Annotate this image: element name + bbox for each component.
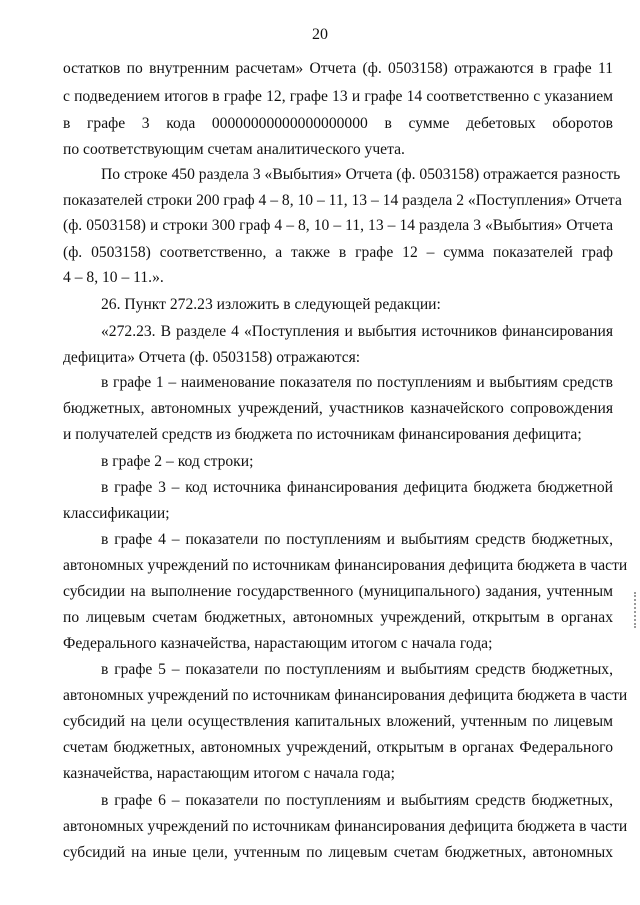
text-line: по соответствующим счетам аналитического учета. <box>63 141 405 158</box>
text-line: 26. Пункт 272.23 изложить в следующей редакции: <box>101 296 441 313</box>
text-line: «272.23. В разделе 4 «Поступления и выбытия источников финансирования <box>101 323 613 340</box>
text-line: бюджетных, автономных учреждений, участников казначейского сопровождения <box>63 400 613 417</box>
text-line: (ф. 0503158) соответственно, а также в графе 12 – сумма показателей граф <box>63 244 613 261</box>
page-number: 20 <box>312 26 328 43</box>
text-line: По строке 450 раздела 3 «Выбытия» Отчета (ф. 0503158) отражается разность <box>101 166 621 183</box>
text-line: и получателей средств из бюджета по источникам финансирования дефицита; <box>63 426 582 443</box>
text-line: субсидий на иные цели, учтенным по лицевым счетам бюджетных, автономных <box>63 844 613 861</box>
text-line: в графе 3 кода 00000000000000000000 в сумме дебетовых оборотов <box>63 115 613 132</box>
text-line: 4 – 8, 10 – 11.». <box>63 269 164 286</box>
text-line: казначейства, нарастающим итогом с начала года; <box>63 765 395 782</box>
text-line: с подведением итогов в графе 12, графе 13 и графе 14 соответственно с указанием <box>63 88 613 105</box>
text-line: Федерального казначейства, нарастающим итогом с начала года; <box>63 635 493 652</box>
text-line: в графе 4 – показатели по поступлениям и выбытиям средств бюджетных, <box>101 531 613 548</box>
text-line: в графе 3 – код источника финансирования дефицита бюджета бюджетной <box>101 479 613 496</box>
text-line: по лицевым счетам бюджетных, автономных учреждений, открытым в органах <box>63 609 613 626</box>
text-line: в графе 2 – код строки; <box>101 453 254 470</box>
text-line: автономных учреждений по источникам финансирования дефицита бюджета в части <box>63 687 628 704</box>
text-line: автономных учреждений по источникам финансирования дефицита бюджета в части <box>63 818 628 835</box>
scan-margin-mark <box>634 592 638 628</box>
text-line: в графе 5 – показатели по поступлениям и выбытиям средств бюджетных, <box>101 661 613 678</box>
text-line: дефицита» Отчета (ф. 0503158) отражаются: <box>63 349 361 366</box>
text-line: в графе 6 – показатели по поступлениям и выбытиям средств бюджетных, <box>101 792 613 809</box>
text-line: остатков по внутренним расчетам» Отчета (ф. 0503158) отражаются в графе 11 <box>63 60 613 77</box>
text-line: субсидии на выполнение государственного (муниципального) задания, учтенным <box>63 583 613 600</box>
text-line: автономных учреждений по источникам финансирования дефицита бюджета в части <box>63 557 628 574</box>
text-line: в графе 1 – наименование показателя по поступлениям и выбытиям средств <box>101 374 613 391</box>
text-line: субсидий на цели осуществления капитальных вложений, учтенным по лицевым <box>63 713 613 730</box>
text-line: показателей строки 200 граф 4 – 8, 10 – 11, 13 – 14 раздела 2 «Поступления» Отчета <box>63 192 622 209</box>
text-line: классификации; <box>63 505 170 522</box>
text-line: (ф. 0503158) и строки 300 граф 4 – 8, 10 – 11, 13 – 14 раздела 3 «Выбытия» Отчета <box>63 217 613 234</box>
text-line: счетам бюджетных, автономных учреждений, открытым в органах Федерального <box>63 739 613 756</box>
